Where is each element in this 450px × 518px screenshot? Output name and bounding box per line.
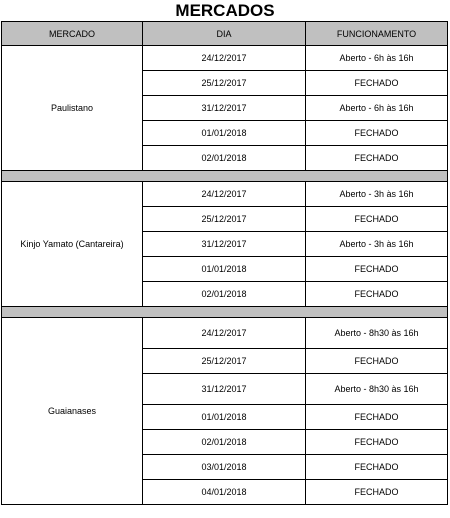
funcionamento-cell: Aberto - 6h às 16h [306,46,448,71]
funcionamento-cell: FECHADO [306,430,448,455]
dia-cell: 02/01/2018 [143,282,306,307]
dia-cell: 01/01/2018 [143,121,306,146]
separator-cell [2,171,448,182]
funcionamento-cell: FECHADO [306,121,448,146]
funcionamento-cell: FECHADO [306,455,448,480]
dia-cell: 01/01/2018 [143,257,306,282]
funcionamento-cell: FECHADO [306,146,448,171]
funcionamento-cell: Aberto - 3h às 16h [306,232,448,257]
column-header-dia: DIA [143,22,306,46]
table-body [2,46,448,505]
markets-table [1,21,448,505]
funcionamento-cell: Aberto - 8h30 às 16h [306,318,448,349]
dia-cell: 04/01/2018 [143,480,306,505]
page-title: MERCADOS [175,1,275,20]
dia-cell: 31/12/2017 [143,232,306,257]
market-name-cell: Kinjo Yamato (Cantareira) [2,182,143,307]
funcionamento-cell: FECHADO [306,71,448,96]
dia-cell: 25/12/2017 [143,207,306,232]
dia-cell: 25/12/2017 [143,71,306,96]
column-header-funcionamento: FUNCIONAMENTO [306,22,448,46]
funcionamento-cell: FECHADO [306,282,448,307]
funcionamento-cell: FECHADO [306,207,448,232]
market-name-cell: Guaianases [2,318,143,505]
column-header-mercado: MERCADO [2,22,143,46]
separator-cell [2,307,448,318]
dia-cell: 31/12/2017 [143,374,306,405]
table-row [2,46,448,71]
dia-cell: 24/12/2017 [143,318,306,349]
funcionamento-cell: Aberto - 3h às 16h [306,182,448,207]
funcionamento-cell: FECHADO [306,405,448,430]
table-row [2,318,448,349]
separator-row [2,171,448,182]
dia-cell: 02/01/2018 [143,430,306,455]
funcionamento-cell: Aberto - 8h30 às 16h [306,374,448,405]
table-row [2,182,448,207]
funcionamento-cell: FECHADO [306,349,448,374]
funcionamento-cell: Aberto - 6h às 16h [306,96,448,121]
funcionamento-cell: FECHADO [306,480,448,505]
dia-cell: 01/01/2018 [143,405,306,430]
dia-cell: 25/12/2017 [143,349,306,374]
dia-cell: 03/01/2018 [143,455,306,480]
dia-cell: 24/12/2017 [143,182,306,207]
dia-cell: 02/01/2018 [143,146,306,171]
dia-cell: 24/12/2017 [143,46,306,71]
dia-cell: 31/12/2017 [143,96,306,121]
market-name-cell: Paulistano [2,46,143,171]
table-header-row [2,22,448,46]
funcionamento-cell: FECHADO [306,257,448,282]
separator-row [2,307,448,318]
